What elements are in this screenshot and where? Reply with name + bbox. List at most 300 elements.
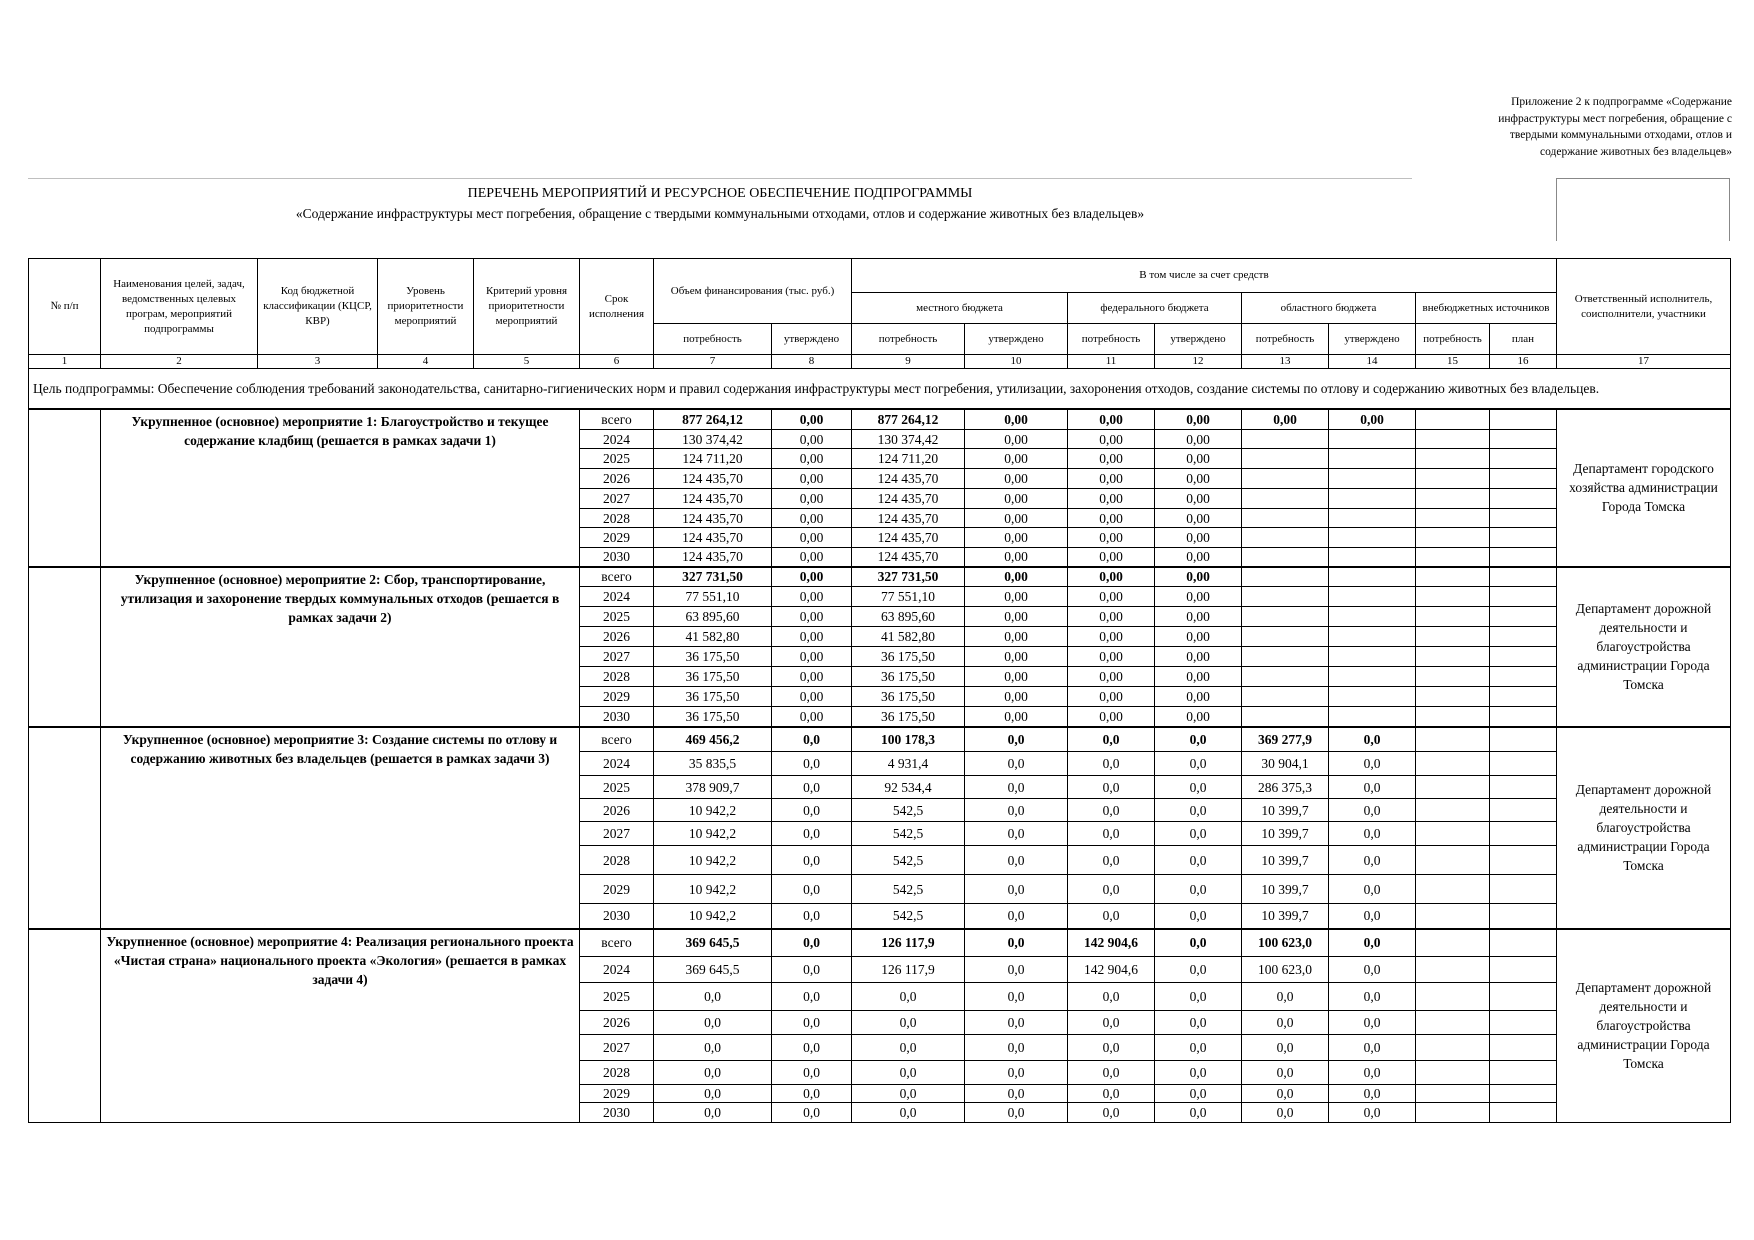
value-cell: 0,0 bbox=[965, 983, 1068, 1011]
col-approved-header: утверждено bbox=[1155, 324, 1242, 355]
value-cell: 0,0 bbox=[772, 983, 852, 1011]
row-number-cell bbox=[29, 929, 101, 1123]
value-cell: 0,0 bbox=[1068, 1061, 1155, 1085]
value-cell: 0,0 bbox=[654, 1035, 772, 1061]
value-cell bbox=[1416, 509, 1490, 528]
value-cell: 36 175,50 bbox=[654, 647, 772, 667]
value-cell: 0,00 bbox=[1068, 587, 1155, 607]
value-cell: 327 731,50 bbox=[852, 567, 965, 587]
value-cell bbox=[1416, 983, 1490, 1011]
value-cell bbox=[1416, 587, 1490, 607]
value-cell bbox=[1416, 846, 1490, 875]
value-cell: 0,0 bbox=[1155, 1011, 1242, 1035]
col-term-header: Срок исполнения bbox=[580, 259, 654, 355]
term-cell: 2030 bbox=[580, 548, 654, 567]
col-need-header: потребность bbox=[1068, 324, 1155, 355]
value-cell: 542,5 bbox=[852, 799, 965, 822]
value-cell bbox=[1329, 509, 1416, 528]
value-cell: 0,0 bbox=[965, 799, 1068, 822]
value-cell: 0,0 bbox=[965, 1103, 1068, 1123]
value-cell: 0,00 bbox=[1068, 667, 1155, 687]
value-cell: 92 534,4 bbox=[852, 776, 965, 799]
value-cell: 0,00 bbox=[965, 687, 1068, 707]
responsible-cell: Департамент городского хозяйства администрации Города Томска bbox=[1557, 409, 1731, 567]
value-cell bbox=[1490, 1085, 1557, 1103]
value-cell: 0,0 bbox=[772, 875, 852, 904]
col-approved-header: утверждено bbox=[1329, 324, 1416, 355]
value-cell: 0,00 bbox=[1155, 587, 1242, 607]
value-cell: 0,00 bbox=[772, 469, 852, 489]
value-cell bbox=[1242, 607, 1329, 627]
term-cell: 2024 bbox=[580, 430, 654, 449]
col-name-header: Наименования целей, задач, ведомственных целевых програм, мероприятий подпрограммы bbox=[101, 259, 258, 355]
value-cell bbox=[1490, 567, 1557, 587]
value-cell: 0,00 bbox=[965, 587, 1068, 607]
value-cell: 0,00 bbox=[965, 469, 1068, 489]
value-cell bbox=[1242, 449, 1329, 469]
value-cell: 0,0 bbox=[1155, 875, 1242, 904]
column-number: 6 bbox=[580, 355, 654, 369]
term-cell: 2028 bbox=[580, 509, 654, 528]
value-cell: 0,0 bbox=[1242, 1085, 1329, 1103]
value-cell bbox=[1490, 528, 1557, 548]
value-cell: 0,0 bbox=[965, 822, 1068, 846]
value-cell: 0,0 bbox=[965, 1011, 1068, 1035]
value-cell bbox=[1329, 567, 1416, 587]
value-cell: 0,0 bbox=[1068, 799, 1155, 822]
value-cell: 0,0 bbox=[654, 1085, 772, 1103]
value-cell: 41 582,80 bbox=[852, 627, 965, 647]
value-cell: 0,0 bbox=[772, 776, 852, 799]
value-cell: 36 175,50 bbox=[654, 667, 772, 687]
column-number: 17 bbox=[1557, 355, 1731, 369]
value-cell bbox=[1490, 957, 1557, 983]
value-cell bbox=[1242, 707, 1329, 727]
value-cell: 0,00 bbox=[1155, 489, 1242, 509]
value-cell: 0,0 bbox=[852, 1103, 965, 1123]
value-cell: 142 904,6 bbox=[1068, 929, 1155, 957]
value-cell bbox=[1329, 687, 1416, 707]
value-cell: 0,0 bbox=[772, 1103, 852, 1123]
value-cell bbox=[1242, 489, 1329, 509]
value-cell: 0,00 bbox=[1068, 489, 1155, 509]
value-cell: 0,0 bbox=[965, 957, 1068, 983]
column-number-row bbox=[29, 355, 1731, 369]
value-cell: 0,0 bbox=[1242, 1035, 1329, 1061]
value-cell: 0,00 bbox=[772, 489, 852, 509]
value-cell: 0,00 bbox=[965, 707, 1068, 727]
value-cell bbox=[1416, 528, 1490, 548]
value-cell: 126 117,9 bbox=[852, 957, 965, 983]
value-cell: 0,0 bbox=[965, 929, 1068, 957]
value-cell: 0,00 bbox=[1155, 627, 1242, 647]
value-cell: 36 175,50 bbox=[852, 707, 965, 727]
value-cell: 0,0 bbox=[654, 983, 772, 1011]
value-cell bbox=[1416, 957, 1490, 983]
column-number: 7 bbox=[654, 355, 772, 369]
value-cell: 0,0 bbox=[965, 776, 1068, 799]
value-cell bbox=[1490, 1061, 1557, 1085]
value-cell: 0,00 bbox=[1068, 449, 1155, 469]
value-cell: 0,0 bbox=[1329, 875, 1416, 904]
term-cell: 2028 bbox=[580, 667, 654, 687]
value-cell bbox=[1490, 509, 1557, 528]
value-cell: 0,00 bbox=[965, 509, 1068, 528]
value-cell: 0,0 bbox=[654, 1061, 772, 1085]
subprogram-goal: Цель подпрограммы: Обеспечение соблюдения требований законодательства, санитарно-гигиенических норм и правил содержания инфраструктуры мест погребения, утилизации, захоронения отходов, создание системы по отлову и содержанию животных без владельцев. bbox=[29, 369, 1731, 409]
term-cell: 2026 bbox=[580, 627, 654, 647]
value-cell: 77 551,10 bbox=[852, 587, 965, 607]
value-cell bbox=[1490, 587, 1557, 607]
value-cell: 0,0 bbox=[1155, 957, 1242, 983]
value-cell: 0,0 bbox=[1329, 752, 1416, 776]
value-cell: 10 399,7 bbox=[1242, 822, 1329, 846]
value-cell: 124 435,70 bbox=[852, 489, 965, 509]
value-cell: 369 645,5 bbox=[654, 957, 772, 983]
value-cell bbox=[1490, 449, 1557, 469]
value-cell: 36 175,50 bbox=[852, 647, 965, 667]
col-federal-header: федерального бюджета bbox=[1068, 293, 1242, 324]
value-cell: 286 375,3 bbox=[1242, 776, 1329, 799]
value-cell bbox=[1329, 607, 1416, 627]
value-cell: 0,0 bbox=[1155, 929, 1242, 957]
value-cell: 126 117,9 bbox=[852, 929, 965, 957]
value-cell bbox=[1490, 929, 1557, 957]
value-cell: 0,00 bbox=[1155, 548, 1242, 567]
value-cell: 0,0 bbox=[965, 1061, 1068, 1085]
value-cell: 0,00 bbox=[1155, 469, 1242, 489]
value-cell: 0,00 bbox=[772, 528, 852, 548]
value-cell: 0,0 bbox=[1329, 1085, 1416, 1103]
value-cell: 0,00 bbox=[1155, 449, 1242, 469]
value-cell bbox=[1416, 449, 1490, 469]
value-cell bbox=[1329, 647, 1416, 667]
value-cell bbox=[1416, 667, 1490, 687]
value-cell: 0,0 bbox=[1155, 1061, 1242, 1085]
column-number: 16 bbox=[1490, 355, 1557, 369]
value-cell: 0,0 bbox=[1329, 776, 1416, 799]
value-cell: 0,0 bbox=[1155, 822, 1242, 846]
value-cell bbox=[1416, 687, 1490, 707]
value-cell: 0,00 bbox=[965, 528, 1068, 548]
value-cell: 124 435,70 bbox=[654, 469, 772, 489]
table-row bbox=[29, 409, 1731, 430]
column-number: 4 bbox=[378, 355, 474, 369]
value-cell: 0,0 bbox=[772, 1011, 852, 1035]
value-cell: 0,0 bbox=[965, 904, 1068, 929]
value-cell: 0,0 bbox=[1155, 727, 1242, 752]
value-cell: 0,0 bbox=[965, 1085, 1068, 1103]
value-cell: 0,0 bbox=[1068, 776, 1155, 799]
column-number: 15 bbox=[1416, 355, 1490, 369]
top-rule bbox=[28, 178, 1412, 179]
value-cell: 0,0 bbox=[965, 1035, 1068, 1061]
term-cell: 2027 bbox=[580, 822, 654, 846]
term-cell: 2029 bbox=[580, 528, 654, 548]
responsible-cell: Департамент дорожной деятельности и благоустройства администрации Города Томска bbox=[1557, 929, 1731, 1123]
term-cell: 2030 bbox=[580, 707, 654, 727]
value-cell: 0,00 bbox=[1242, 409, 1329, 430]
value-cell bbox=[1416, 567, 1490, 587]
value-cell bbox=[1416, 1011, 1490, 1035]
value-cell: 0,0 bbox=[1068, 752, 1155, 776]
value-cell bbox=[1490, 776, 1557, 799]
value-cell: 0,00 bbox=[1155, 528, 1242, 548]
value-cell: 0,00 bbox=[1068, 647, 1155, 667]
col-need-header: потребность bbox=[1242, 324, 1329, 355]
value-cell: 542,5 bbox=[852, 846, 965, 875]
value-cell bbox=[1242, 469, 1329, 489]
value-cell: 0,0 bbox=[1242, 983, 1329, 1011]
value-cell: 0,0 bbox=[1155, 983, 1242, 1011]
value-cell bbox=[1490, 1103, 1557, 1123]
value-cell bbox=[1416, 1035, 1490, 1061]
value-cell: 0,00 bbox=[1068, 548, 1155, 567]
value-cell bbox=[1416, 707, 1490, 727]
value-cell bbox=[1490, 752, 1557, 776]
value-cell bbox=[1242, 627, 1329, 647]
col-responsible-header: Ответственный исполнитель, соисполнители, участники bbox=[1557, 259, 1731, 355]
value-cell: 0,0 bbox=[852, 1011, 965, 1035]
value-cell: 124 711,20 bbox=[654, 449, 772, 469]
column-number: 5 bbox=[474, 355, 580, 369]
term-cell: 2025 bbox=[580, 607, 654, 627]
value-cell bbox=[1242, 567, 1329, 587]
value-cell bbox=[1242, 647, 1329, 667]
term-cell: 2027 bbox=[580, 489, 654, 509]
value-cell: 0,00 bbox=[1155, 409, 1242, 430]
term-cell: 2030 bbox=[580, 1103, 654, 1123]
col-need-header: потребность bbox=[654, 324, 772, 355]
value-cell: 0,0 bbox=[1068, 875, 1155, 904]
value-cell: 0,00 bbox=[772, 607, 852, 627]
value-cell: 0,0 bbox=[1329, 904, 1416, 929]
value-cell: 0,0 bbox=[1155, 846, 1242, 875]
value-cell: 0,00 bbox=[1155, 607, 1242, 627]
value-cell: 36 175,50 bbox=[654, 687, 772, 707]
value-cell: 0,0 bbox=[1329, 1103, 1416, 1123]
table-row bbox=[29, 727, 1731, 752]
value-cell: 0,0 bbox=[1068, 1085, 1155, 1103]
value-cell: 124 711,20 bbox=[852, 449, 965, 469]
value-cell bbox=[1242, 667, 1329, 687]
value-cell: 0,0 bbox=[965, 727, 1068, 752]
appendix-line: Приложение 2 к подпрограмме «Содержание bbox=[1511, 96, 1732, 108]
term-cell: 2025 bbox=[580, 776, 654, 799]
value-cell: 0,0 bbox=[1155, 799, 1242, 822]
value-cell bbox=[1242, 548, 1329, 567]
value-cell: 124 435,70 bbox=[654, 509, 772, 528]
value-cell bbox=[1242, 587, 1329, 607]
value-cell: 0,0 bbox=[654, 1011, 772, 1035]
column-number: 10 bbox=[965, 355, 1068, 369]
table-row bbox=[29, 567, 1731, 587]
value-cell: 77 551,10 bbox=[654, 587, 772, 607]
value-cell: 0,00 bbox=[772, 667, 852, 687]
value-cell: 0,00 bbox=[772, 587, 852, 607]
value-cell: 0,00 bbox=[965, 449, 1068, 469]
value-cell: 0,0 bbox=[1068, 822, 1155, 846]
value-cell: 0,00 bbox=[1155, 509, 1242, 528]
value-cell: 63 895,60 bbox=[852, 607, 965, 627]
value-cell: 0,0 bbox=[1155, 904, 1242, 929]
value-cell: 0,0 bbox=[772, 1085, 852, 1103]
value-cell: 0,00 bbox=[772, 687, 852, 707]
term-cell: 2027 bbox=[580, 647, 654, 667]
column-number: 14 bbox=[1329, 355, 1416, 369]
term-cell: 2026 bbox=[580, 799, 654, 822]
value-cell: 0,00 bbox=[965, 647, 1068, 667]
col-volume-header: Объем финансирования (тыс. руб.) bbox=[654, 259, 852, 324]
row-number-cell bbox=[29, 567, 101, 727]
value-cell: 369 277,9 bbox=[1242, 727, 1329, 752]
value-cell bbox=[1416, 627, 1490, 647]
value-cell bbox=[1416, 875, 1490, 904]
term-cell: 2029 bbox=[580, 687, 654, 707]
value-cell: 0,0 bbox=[772, 1061, 852, 1085]
value-cell: 0,00 bbox=[772, 567, 852, 587]
value-cell: 378 909,7 bbox=[654, 776, 772, 799]
term-cell: 2029 bbox=[580, 875, 654, 904]
table-row bbox=[29, 929, 1731, 957]
appendix-line: инфраструктуры мест погребения, обращение с bbox=[1498, 112, 1732, 125]
value-cell: 0,00 bbox=[772, 707, 852, 727]
value-cell: 0,00 bbox=[772, 627, 852, 647]
value-cell: 0,0 bbox=[1155, 1103, 1242, 1123]
row-number-cell bbox=[29, 727, 101, 929]
value-cell: 0,0 bbox=[1242, 1011, 1329, 1035]
value-cell bbox=[1490, 647, 1557, 667]
value-cell: 0,0 bbox=[1329, 799, 1416, 822]
col-regional-header: областного бюджета bbox=[1242, 293, 1416, 324]
value-cell: 0,00 bbox=[1155, 430, 1242, 449]
value-cell: 10 942,2 bbox=[654, 875, 772, 904]
value-cell: 0,00 bbox=[772, 548, 852, 567]
value-cell: 124 435,70 bbox=[852, 469, 965, 489]
value-cell: 0,0 bbox=[772, 799, 852, 822]
col-approved-header: утверждено bbox=[965, 324, 1068, 355]
document-title: ПЕРЕЧЕНЬ МЕРОПРИЯТИЙ И РЕСУРСНОЕ ОБЕСПЕЧЕНИЕ ПОДПРОГРАММЫ bbox=[467, 186, 973, 201]
value-cell bbox=[1490, 627, 1557, 647]
value-cell: 0,0 bbox=[1068, 1103, 1155, 1123]
value-cell: 0,0 bbox=[1155, 1035, 1242, 1061]
value-cell: 0,0 bbox=[1329, 957, 1416, 983]
value-cell bbox=[1329, 707, 1416, 727]
value-cell: 0,00 bbox=[1068, 707, 1155, 727]
value-cell bbox=[1242, 528, 1329, 548]
value-cell bbox=[1490, 904, 1557, 929]
value-cell: 0,00 bbox=[1155, 667, 1242, 687]
value-cell: 0,00 bbox=[1068, 509, 1155, 528]
value-cell bbox=[1329, 548, 1416, 567]
event-name: Укрупненное (основное) мероприятие 1: Благоустройство и текущее содержание кладбищ (решается в рамках задачи 1) bbox=[101, 409, 580, 567]
col-plan-header: план bbox=[1490, 324, 1557, 355]
value-cell: 124 435,70 bbox=[852, 528, 965, 548]
value-cell: 0,0 bbox=[1329, 1011, 1416, 1035]
value-cell bbox=[1416, 1103, 1490, 1123]
value-cell: 63 895,60 bbox=[654, 607, 772, 627]
value-cell: 10 942,2 bbox=[654, 846, 772, 875]
value-cell: 0,00 bbox=[965, 607, 1068, 627]
value-cell: 36 175,50 bbox=[654, 707, 772, 727]
value-cell: 542,5 bbox=[852, 904, 965, 929]
col-level-header: Уровень приоритетности мероприятий bbox=[378, 259, 474, 355]
value-cell bbox=[1416, 489, 1490, 509]
value-cell bbox=[1329, 469, 1416, 489]
col-need-header: потребность bbox=[1416, 324, 1490, 355]
value-cell: 0,0 bbox=[654, 1103, 772, 1123]
value-cell: 0,0 bbox=[1068, 904, 1155, 929]
value-cell: 130 374,42 bbox=[654, 430, 772, 449]
term-cell: 2024 bbox=[580, 587, 654, 607]
value-cell: 0,0 bbox=[1155, 752, 1242, 776]
value-cell bbox=[1416, 929, 1490, 957]
value-cell bbox=[1490, 667, 1557, 687]
value-cell bbox=[1329, 489, 1416, 509]
value-cell: 0,00 bbox=[965, 667, 1068, 687]
value-cell: 0,0 bbox=[852, 1085, 965, 1103]
value-cell bbox=[1490, 409, 1557, 430]
value-cell: 124 435,70 bbox=[654, 548, 772, 567]
value-cell bbox=[1416, 1085, 1490, 1103]
col-need-header: потребность bbox=[852, 324, 965, 355]
value-cell bbox=[1490, 1035, 1557, 1061]
value-cell: 542,5 bbox=[852, 875, 965, 904]
value-cell: 0,00 bbox=[772, 509, 852, 528]
responsible-cell: Департамент дорожной деятельности и благоустройства администрации Города Томска bbox=[1557, 727, 1731, 929]
value-cell: 0,00 bbox=[772, 647, 852, 667]
value-cell: 0,00 bbox=[1068, 687, 1155, 707]
value-cell bbox=[1416, 799, 1490, 822]
value-cell bbox=[1329, 667, 1416, 687]
value-cell: 0,0 bbox=[965, 846, 1068, 875]
appendix-note bbox=[1462, 94, 1732, 160]
value-cell: 0,0 bbox=[772, 752, 852, 776]
value-cell: 0,00 bbox=[1068, 607, 1155, 627]
value-cell: 0,0 bbox=[772, 1035, 852, 1061]
value-cell: 0,00 bbox=[965, 627, 1068, 647]
value-cell bbox=[1490, 846, 1557, 875]
term-cell: 2027 bbox=[580, 1035, 654, 1061]
value-cell: 0,0 bbox=[1068, 846, 1155, 875]
value-cell: 124 435,70 bbox=[852, 548, 965, 567]
value-cell: 124 435,70 bbox=[654, 489, 772, 509]
column-number: 3 bbox=[258, 355, 378, 369]
value-cell: 0,00 bbox=[1155, 687, 1242, 707]
value-cell: 10 942,2 bbox=[654, 799, 772, 822]
value-cell bbox=[1329, 430, 1416, 449]
value-cell: 0,0 bbox=[1068, 1035, 1155, 1061]
value-cell bbox=[1416, 409, 1490, 430]
value-cell bbox=[1329, 627, 1416, 647]
value-cell: 35 835,5 bbox=[654, 752, 772, 776]
value-cell bbox=[1416, 647, 1490, 667]
term-cell: 2024 bbox=[580, 957, 654, 983]
term-cell: всего bbox=[580, 929, 654, 957]
value-cell: 0,00 bbox=[1155, 567, 1242, 587]
value-cell: 0,00 bbox=[965, 548, 1068, 567]
value-cell: 469 456,2 bbox=[654, 727, 772, 752]
value-cell: 0,0 bbox=[852, 983, 965, 1011]
funding-table bbox=[28, 258, 1731, 1123]
value-cell: 0,00 bbox=[1155, 647, 1242, 667]
value-cell: 0,0 bbox=[852, 1035, 965, 1061]
responsible-cell: Департамент дорожной деятельности и благоустройства администрации Города Томска bbox=[1557, 567, 1731, 727]
value-cell: 0,00 bbox=[1068, 430, 1155, 449]
event-name: Укрупненное (основное) мероприятие 4: Реализация регионального проекта «Чистая страна» национального проекта «Экология» (решается в рамках задачи 4) bbox=[101, 929, 580, 1123]
value-cell bbox=[1416, 548, 1490, 567]
col-local-header: местного бюджета bbox=[852, 293, 1068, 324]
